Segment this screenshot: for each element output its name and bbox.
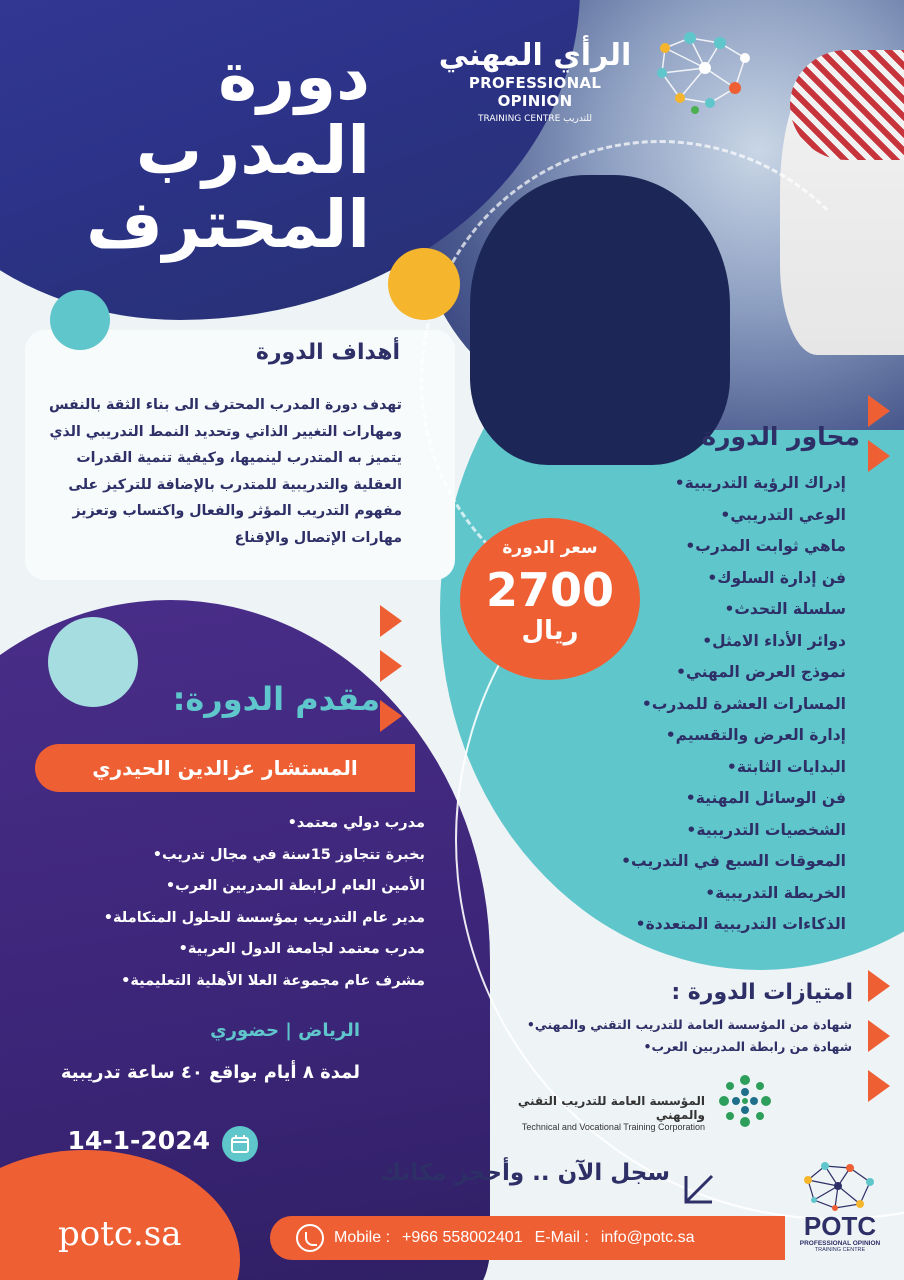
- course-duration: لمدة ٨ أيام بواقع ٤٠ ساعة تدريبية: [60, 1062, 360, 1083]
- list-item: الذكاءات التدريبية المتعددة •: [526, 909, 846, 941]
- course-date: 14-1-2024: [67, 1126, 210, 1155]
- list-item: المسارات العشرة للمدرب •: [526, 689, 846, 721]
- triangle-icon: [380, 650, 402, 682]
- brand-logo: [430, 38, 640, 124]
- calendar-icon: [222, 1126, 258, 1162]
- list-item: إدارة العرض والتقسيم •: [526, 720, 846, 752]
- list-item: المعوقات السبع في التدريب •: [526, 846, 846, 878]
- list-item: إدراك الرؤية التدريبية •: [526, 468, 846, 500]
- website-link[interactable]: potc.sa: [58, 1214, 182, 1254]
- email-label: E-Mail :: [534, 1229, 589, 1246]
- email-address[interactable]: info@potc.sa: [600, 1229, 695, 1246]
- list-item: دوائر الأداء الامثل •: [526, 626, 846, 658]
- potc-subtitle: PROFESSIONAL OPINION: [799, 1240, 881, 1247]
- arrow-icon: [682, 1172, 716, 1206]
- list-item: مشرف عام مجموعة العلا الأهلية التعليمية •: [20, 966, 425, 998]
- register-cta: سجل الآن .. وأحجز مكانك: [380, 1160, 670, 1186]
- logo-subtitle: TRAINING CENTRE للتدريب: [477, 114, 592, 124]
- list-item: الوعي التدريبي •: [526, 500, 846, 532]
- title-line-2: المدرب: [135, 112, 370, 189]
- triangle-icon: [868, 395, 890, 427]
- potc-logo: [790, 1212, 890, 1253]
- list-item: ماهي ثوابت المدرب •: [526, 531, 846, 563]
- list-item: مدرب دولي معتمد •: [20, 808, 425, 840]
- list-item: سلسلة التحدث •: [526, 594, 846, 626]
- presenter-name: المستشار عزالدين الحيدري: [35, 744, 415, 792]
- axes-list: [526, 468, 846, 941]
- tvtc-arabic: المؤسسة العامة للتدريب التقني والمهني: [517, 1094, 705, 1122]
- triangle-icon: [868, 1020, 890, 1052]
- course-title: [40, 40, 370, 262]
- goals-description: تهدف دورة المدرب المحترف الى بناء الثقة بالنفس ومهارات التغيير الذاتي وتحديد النمط التدريبي الذي يتميز به المتدرب لينميها، وكيفية تنمية القدرات العقلية والتدريبية للمتدرب بالإضافة للتركيز على مفهوم التدريب المؤثر والفعال واكتساب وتعزيز مهارات الإتصال والإقناع: [48, 397, 402, 546]
- triangle-icon: [868, 970, 890, 1002]
- triangle-icon: [380, 605, 402, 637]
- title-line-3: المحترف: [86, 186, 370, 263]
- triangle-icon: [868, 1070, 890, 1102]
- logo-english: PROFESSIONAL OPINION: [468, 74, 602, 110]
- potc-network-icon: [800, 1160, 876, 1212]
- potc-subtitle-2: TRAINING CENTRE: [814, 1247, 866, 1253]
- presenter-heading: مقدم الدورة:: [172, 680, 380, 718]
- yellow-dot-decoration: [388, 248, 460, 320]
- presenter-credentials: [20, 808, 425, 997]
- tvtc-logo-text: [470, 1094, 705, 1132]
- contact-bar: [270, 1216, 785, 1260]
- list-item: فن إدارة السلوك •: [526, 563, 846, 595]
- triangle-icon: [380, 700, 402, 732]
- list-item: نموذج العرض المهني •: [526, 657, 846, 689]
- title-line-1: دورة: [218, 38, 370, 115]
- price-label: سعر الدورة: [502, 538, 598, 558]
- price-value: 2700: [485, 563, 615, 617]
- list-item: شهادة من المؤسسة العامة للتدريب التقني والمهني •: [440, 1014, 852, 1036]
- list-item: مدير عام التدريب بمؤسسة للحلول المتكاملة •: [20, 903, 425, 935]
- privileges-heading: امتيازات الدورة :: [671, 980, 853, 1005]
- mobile-label: Mobile :: [334, 1229, 391, 1246]
- logo-arabic: الرأي المهني: [438, 38, 632, 73]
- list-item: بخبرة تتجاوز 15سنة في مجال تدريب •: [20, 840, 425, 872]
- network-logo-icon: [650, 28, 760, 118]
- list-item: الشخصيات التدريبية •: [526, 815, 846, 847]
- course-location: الرياض | حضوري: [210, 1020, 360, 1041]
- axes-heading: محاور الدورة: [701, 422, 860, 451]
- tvtc-emblem-icon: [716, 1072, 774, 1130]
- privileges-list: [440, 1014, 852, 1058]
- whatsapp-icon: [296, 1224, 324, 1252]
- list-item: مدرب معتمد لجامعة الدول العربية •: [20, 934, 425, 966]
- list-item: شهادة من رابطة المدربين العرب •: [440, 1036, 852, 1058]
- list-item: البدايات الثابتة •: [526, 752, 846, 784]
- triangle-icon: [868, 440, 890, 472]
- potc-name: POTC: [803, 1211, 877, 1241]
- list-item: الخريطة التدريبية •: [526, 878, 846, 910]
- photo-shemagh: [790, 50, 904, 160]
- mobile-number[interactable]: +966 558002401: [402, 1229, 523, 1246]
- light-teal-dot-decoration: [48, 617, 138, 707]
- list-item: فن الوسائل المهنية •: [526, 783, 846, 815]
- goals-heading: أهداف الدورة: [255, 340, 400, 365]
- list-item: الأمين العام لرابطة المدربين العرب •: [20, 871, 425, 903]
- price-currency: ريال: [521, 616, 579, 646]
- tvtc-english: Technical and Vocational Training Corporation: [521, 1122, 705, 1132]
